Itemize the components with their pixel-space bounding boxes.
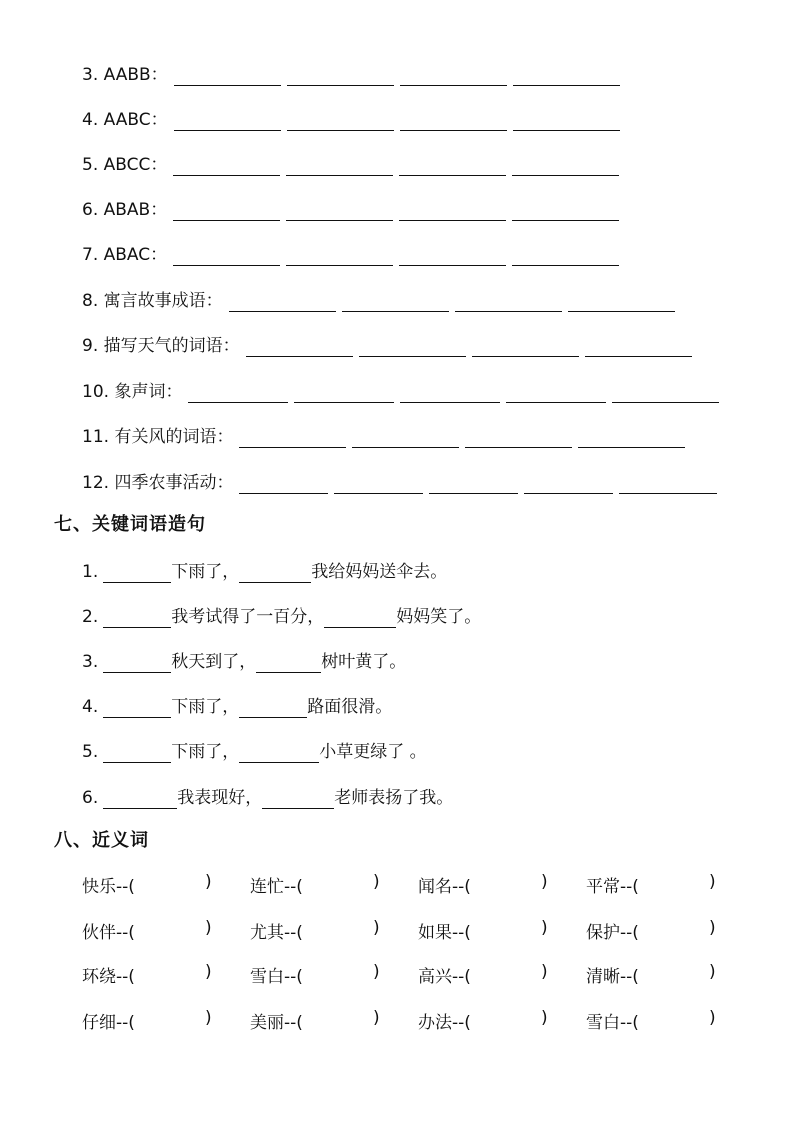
- answer-blank[interactable]: [429, 473, 518, 494]
- answer-blank[interactable]: [513, 65, 620, 86]
- answer-blank[interactable]: [578, 427, 685, 448]
- answer-blank[interactable]: [334, 473, 423, 494]
- sentence-part-2: 妈妈笑了。: [396, 607, 482, 627]
- answer-blank[interactable]: [246, 336, 353, 357]
- row-label: 12. 四季农事活动：: [82, 473, 234, 493]
- synonym-item: 保护--(: [586, 923, 639, 943]
- synonym-answer-space[interactable]: [144, 918, 204, 940]
- synonym-item: 高兴--(: [418, 967, 471, 987]
- answer-blank[interactable]: [174, 65, 281, 86]
- answer-blank[interactable]: [287, 110, 394, 131]
- word-fill-row: [82, 146, 625, 176]
- answer-blank[interactable]: [585, 336, 692, 357]
- close-paren: ): [373, 962, 380, 982]
- synonym-answer-space[interactable]: [648, 1008, 708, 1030]
- answer-blank[interactable]: [465, 427, 572, 448]
- synonym-item: 闻名--(: [418, 877, 471, 897]
- answer-blank[interactable]: [399, 200, 506, 221]
- sentence-part-1: 我表现好，: [177, 788, 263, 808]
- sentence-row: [82, 779, 453, 809]
- word-fill-row: [82, 464, 723, 494]
- answer-blank[interactable]: [400, 110, 507, 131]
- row-label: 4. AABC：: [82, 110, 168, 130]
- answer-blank[interactable]: [512, 245, 619, 266]
- synonym-item: 仔细--(: [82, 1013, 135, 1033]
- answer-blank[interactable]: [399, 245, 506, 266]
- answer-blank[interactable]: [612, 382, 719, 403]
- answer-blank[interactable]: [103, 562, 171, 583]
- row-label: 7. ABAC：: [82, 245, 168, 265]
- word-fill-row: [82, 236, 625, 266]
- sentence-row: [82, 643, 406, 673]
- answer-blank[interactable]: [524, 473, 613, 494]
- sentence-part-2: 老师表扬了我。: [334, 788, 454, 808]
- synonym-item: 美丽--(: [250, 1013, 303, 1033]
- answer-blank[interactable]: [188, 382, 288, 403]
- close-paren: ): [541, 1008, 548, 1028]
- close-paren: ): [709, 872, 716, 892]
- close-paren: ): [205, 962, 212, 982]
- answer-blank[interactable]: [262, 788, 334, 809]
- close-paren: ): [373, 872, 380, 892]
- answer-blank[interactable]: [239, 562, 311, 583]
- answer-blank[interactable]: [286, 245, 393, 266]
- answer-blank[interactable]: [103, 742, 171, 763]
- close-paren: ): [709, 962, 716, 982]
- sentence-part-1: 下雨了，: [171, 562, 240, 582]
- answer-blank[interactable]: [455, 291, 562, 312]
- sentence-number: 5.: [82, 742, 99, 762]
- synonym-answer-space[interactable]: [144, 962, 204, 984]
- sentence-row: [82, 733, 427, 763]
- answer-blank[interactable]: [286, 155, 393, 176]
- close-paren: ): [541, 918, 548, 938]
- answer-blank[interactable]: [352, 427, 459, 448]
- synonym-answer-space[interactable]: [648, 872, 708, 894]
- word-fill-row: [82, 191, 625, 221]
- answer-blank[interactable]: [239, 427, 346, 448]
- section-title-sentences: 七、关键词语造句: [54, 514, 206, 535]
- word-fill-row: [82, 101, 626, 131]
- sentence-number: 6.: [82, 788, 99, 808]
- sentence-part-2: 路面很滑。: [307, 697, 393, 717]
- answer-blank[interactable]: [399, 155, 506, 176]
- synonym-item: 伙伴--(: [82, 923, 135, 943]
- synonym-answer-space[interactable]: [312, 1008, 372, 1030]
- close-paren: ): [205, 1008, 212, 1028]
- answer-blank[interactable]: [400, 382, 500, 403]
- synonym-item: 办法--(: [418, 1013, 471, 1033]
- synonym-answer-space[interactable]: [480, 918, 540, 940]
- synonym-item: 雪白--(: [586, 1013, 639, 1033]
- sentence-part-2: 我给妈妈送伞去。: [311, 562, 448, 582]
- answer-blank[interactable]: [472, 336, 579, 357]
- sentence-part-2: 小草更绿了 。: [319, 742, 427, 762]
- row-label: 10. 象声词：: [82, 382, 183, 402]
- row-label: 8. 寓言故事成语：: [82, 291, 223, 311]
- synonym-answer-space[interactable]: [144, 872, 204, 894]
- answer-blank[interactable]: [513, 110, 620, 131]
- synonym-item: 连忙--(: [250, 877, 303, 897]
- synonym-item: 快乐--(: [82, 877, 135, 897]
- synonym-item: 清晰--(: [586, 967, 639, 987]
- answer-blank[interactable]: [239, 473, 328, 494]
- synonym-answer-space[interactable]: [648, 918, 708, 940]
- synonym-answer-space[interactable]: [480, 872, 540, 894]
- sentence-part-2: 树叶黄了。: [321, 652, 407, 672]
- answer-blank[interactable]: [103, 788, 177, 809]
- synonym-item: 雪白--(: [250, 967, 303, 987]
- synonym-answer-space[interactable]: [312, 962, 372, 984]
- answer-blank[interactable]: [173, 245, 280, 266]
- row-label: 3. AABB：: [82, 65, 168, 85]
- sentence-part-1: 我考试得了一百分，: [171, 607, 325, 627]
- answer-blank[interactable]: [103, 607, 171, 628]
- answer-blank[interactable]: [239, 742, 319, 763]
- answer-blank[interactable]: [103, 652, 171, 673]
- synonym-item: 平常--(: [586, 877, 639, 897]
- close-paren: ): [709, 918, 716, 938]
- close-paren: ): [373, 918, 380, 938]
- answer-blank[interactable]: [103, 697, 171, 718]
- close-paren: ): [205, 918, 212, 938]
- answer-blank[interactable]: [324, 607, 396, 628]
- answer-blank[interactable]: [287, 65, 394, 86]
- synonym-answer-space[interactable]: [312, 872, 372, 894]
- row-label: 6. ABAB：: [82, 200, 168, 220]
- close-paren: ): [205, 872, 212, 892]
- synonym-answer-space[interactable]: [648, 962, 708, 984]
- answer-blank[interactable]: [173, 155, 280, 176]
- answer-blank[interactable]: [506, 382, 606, 403]
- sentence-row: [82, 598, 481, 628]
- answer-blank[interactable]: [239, 697, 307, 718]
- synonym-item: 尤其--(: [250, 923, 303, 943]
- close-paren: ): [541, 872, 548, 892]
- close-paren: ): [541, 962, 548, 982]
- answer-blank[interactable]: [294, 382, 394, 403]
- sentence-number: 1.: [82, 562, 99, 582]
- answer-blank[interactable]: [568, 291, 675, 312]
- row-label: 5. ABCC：: [82, 155, 168, 175]
- close-paren: ): [373, 1008, 380, 1028]
- close-paren: ): [709, 1008, 716, 1028]
- sentence-number: 3.: [82, 652, 99, 672]
- word-fill-row: [82, 56, 626, 86]
- sentence-row: [82, 688, 392, 718]
- synonym-answer-space[interactable]: [480, 1008, 540, 1030]
- sentence-row: [82, 553, 447, 583]
- word-fill-row: [82, 373, 725, 403]
- answer-blank[interactable]: [229, 291, 336, 312]
- word-fill-row: [82, 282, 681, 312]
- synonym-answer-space[interactable]: [312, 918, 372, 940]
- synonym-answer-space[interactable]: [480, 962, 540, 984]
- answer-blank[interactable]: [619, 473, 717, 494]
- answer-blank[interactable]: [256, 652, 321, 673]
- synonym-item: 如果--(: [418, 923, 471, 943]
- synonym-answer-space[interactable]: [144, 1008, 204, 1030]
- row-label: 9. 描写天气的词语：: [82, 336, 240, 356]
- answer-blank[interactable]: [359, 336, 466, 357]
- word-fill-row: [82, 418, 691, 448]
- synonym-item: 环绕--(: [82, 967, 135, 987]
- answer-blank[interactable]: [286, 200, 393, 221]
- row-label: 11. 有关风的词语：: [82, 427, 234, 447]
- sentence-part-1: 下雨了，: [171, 742, 240, 762]
- section-title-synonyms: 八、近义词: [54, 830, 149, 851]
- answer-blank[interactable]: [400, 65, 507, 86]
- answer-blank[interactable]: [173, 200, 280, 221]
- answer-blank[interactable]: [512, 155, 619, 176]
- sentence-part-1: 下雨了，: [171, 697, 240, 717]
- word-fill-row: [82, 327, 698, 357]
- answer-blank[interactable]: [174, 110, 281, 131]
- sentence-part-1: 秋天到了，: [171, 652, 257, 672]
- sentence-number: 2.: [82, 607, 99, 627]
- sentence-number: 4.: [82, 697, 99, 717]
- answer-blank[interactable]: [342, 291, 449, 312]
- answer-blank[interactable]: [512, 200, 619, 221]
